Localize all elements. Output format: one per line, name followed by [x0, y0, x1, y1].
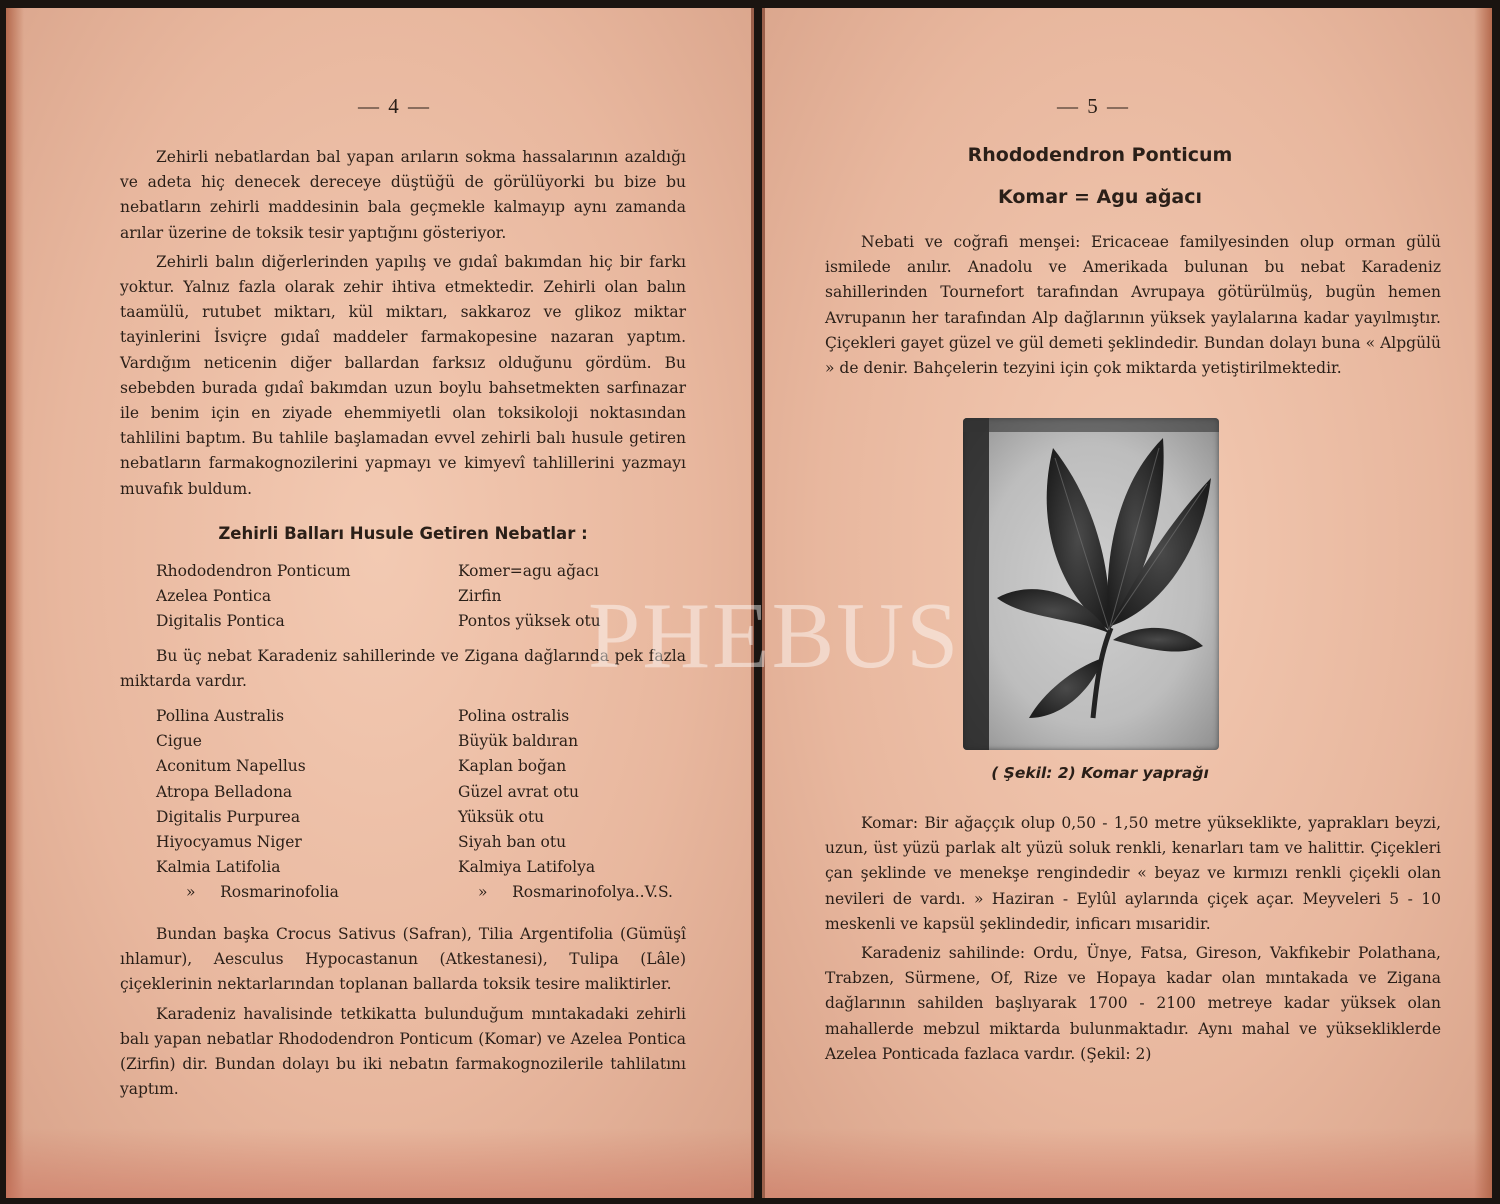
- paragraph: Karadeniz sahilinde: Ordu, Ünye, Fatsa, Gireson, Vakfıkebir Polathana, Trabzen, Sürmene, Of, Rize ve Hopaya kadar olan mıntakada ve Zigana dağlarının sahilden başlıyarak 1700 - 2100 metreye kadar yüksek olan mahallerde mebzul miktarda bulunmaktadır. Aynı mahal ve yüksekliklerde Azelea Ponticada fazlaca vardır. (Şekil: 2): [825, 944, 1441, 1063]
- plant-latin: Cigue: [156, 732, 202, 751]
- plant-row: [156, 805, 696, 830]
- paragraph: Karadeniz havalisinde tetkikatta bulunduğum mıntakadaki zehirli balı yapan nebatlar Rhododendron Ponticum (Komar) ve Azelea Pontica (Zirfin) dir. Bundan dolayı bu iki nebatın farmakognozilerile tahlilatını yaptım.: [120, 1004, 686, 1099]
- paragraph: Komar: Bir ağaççık olup 0,50 - 1,50 metre yükseklikte, yaprakları beyzi, uzun, üst yüzü parlak alt yüzü soluk renkli, kenarları tam ve halittir. Çiçekleri çan şeklinde ve menekşe rengindedir « beyaz ve kırmızı renkli çiçekli olan nevileri de vardı. » Haziran - Eylûl aylarında çiçek açar. Meyveleri 5 - 10 meskenli ve kapsül şeklindedir, inficarı mısaridir.: [825, 814, 1441, 933]
- closing-text: [120, 922, 686, 1102]
- plant-row: [156, 704, 696, 729]
- paragraph: Bu üç nebat Karadeniz sahillerinde ve Zigana dağlarında pek fazla miktarda vardır.: [120, 647, 686, 691]
- plant-latin: Kalmia Latifolia: [156, 858, 281, 877]
- section-heading: Zehirli Balları Husule Getiren Nebatlar :: [218, 524, 588, 543]
- paragraph: Zehirli balın diğerlerinden yapılış ve gıdaî bakımdan hiç bir farkı yoktur. Yalnız fazla olarak zehir ihtiva etmektedir. Zehirli olan balın taamülü, rutubet miktarı, kül miktarı, sakkaroz ve glikoz miktar tayinlerini İsviçre gıdaî maddeler farmakopesine nazaran yaptım. Vardığım neticenin diğer ballardan farksız olduğunu gördüm. Bu sebebden burada gıdaî bakımdan uzun boylu bahsetmekten sarfınazar ile benim için en ziyade ehemmiyetli olan toksikoloji noktasından tahlilini baptım. Bu tahlile başlamadan evvel zehirli balı husule getiren nebatların farmakognozilerini yapmayı ve kimyevî tahlillerini yazmayı muvafık buldum.: [120, 252, 686, 498]
- plant-local: Yüksük otu: [458, 807, 545, 826]
- leaf-illustration-icon: [963, 418, 1219, 750]
- plant-local: Güzel avrat otu: [458, 782, 579, 801]
- plant-row: [156, 559, 696, 584]
- plant-latin: Aconitum Napellus: [156, 757, 306, 776]
- plant-latin: Atropa Belladona: [156, 782, 293, 801]
- plant-latin: Azelea Pontica: [156, 587, 272, 606]
- plant-local: Kaplan boğan: [458, 757, 567, 776]
- plant-local: » Rosmarinofolya..V.S.: [478, 883, 673, 902]
- intro-text: [120, 145, 686, 502]
- page-number: — 5 —: [1057, 94, 1130, 118]
- page-number: — 4 —: [358, 94, 431, 118]
- plant-local: Büyük baldıran: [458, 732, 579, 751]
- paragraph: Zehirli nebatlardan bal yapan arıların sokma hassalarının azaldığı ve adeta hiç denecek dereceye düştüğü de görülüyorki bu bize bu nebatların zehirli maddesinin bala geçmekle kalmayıp aynı zamanda arılar üzerine de toksik tesir yaptığını gösteriyor.: [120, 148, 686, 242]
- plant-row: [156, 754, 696, 779]
- plant-row: [156, 880, 696, 905]
- plant-latin: » Rosmarinofolia: [186, 883, 339, 902]
- plant-latin: Digitalis Pontica: [156, 612, 285, 631]
- plant-local: Siyah ban otu: [458, 832, 567, 851]
- page-subtitle: Komar = Agu ağacı: [997, 186, 1203, 208]
- plant-local: Pontos yüksek otu: [458, 612, 601, 631]
- plant-latin: Digitalis Purpurea: [156, 807, 301, 826]
- page-edge-stain: [6, 1128, 751, 1198]
- plant-latin: Rhododendron Ponticum: [156, 562, 351, 580]
- plant-row: [156, 780, 696, 805]
- figure-caption: ( Şekil: 2) Komar yaprağı: [991, 764, 1209, 782]
- plant-list-2: [156, 704, 696, 906]
- plant-row: [156, 830, 696, 855]
- paragraph: Nebati ve coğrafi menşei: Ericaceae familyesinden olup orman gülü ismilede anılır. Anadolu ve Amerikada bulunan bu nebat Karadeniz sahillerinden Tournefort tarafından Avrupaya götürülmüş, bugün hemen Avrupanın her tarafından Alp dağlarının yüksek yaylalarına kadar yayılmıştır. Çiçekleri gayet güzel ve gül demeti şeklindedir. Bundan dolayı buna « Alpgülü » de denir. Bahçelerin tezyini için çok miktarda yetiştirilmektedir.: [825, 233, 1441, 378]
- plant-latin: Hiyocyamus Niger: [156, 832, 302, 851]
- plant-row: [156, 729, 696, 754]
- plant-local: Komer=agu ağacı: [458, 562, 599, 580]
- page-title: Rhododendron Ponticum: [967, 144, 1233, 166]
- leaf-photo: [963, 418, 1219, 750]
- plant-local: Polina ostralis: [458, 707, 570, 725]
- plant-local: Kalmiya Latifolya: [458, 858, 596, 877]
- plant-row: [156, 855, 696, 880]
- plant-local: Zirfin: [458, 587, 502, 606]
- paragraph: Bundan başka Crocus Sativus (Safran), Tilia Argentifolia (Gümüşî ıhlamur), Aesculus Hypocastanun (Atkestanesi), Tulipa (Lâle) çiçeklerinin nektarlarından toplanan ballarda toksik tesire maliktirler.: [120, 925, 686, 994]
- body-text: [825, 811, 1441, 1067]
- watermark: PHEBUS: [588, 584, 961, 688]
- page-edge-stain: [765, 1128, 1492, 1198]
- plant-latin: Pollina Australis: [156, 707, 285, 725]
- intro-text: [825, 230, 1441, 381]
